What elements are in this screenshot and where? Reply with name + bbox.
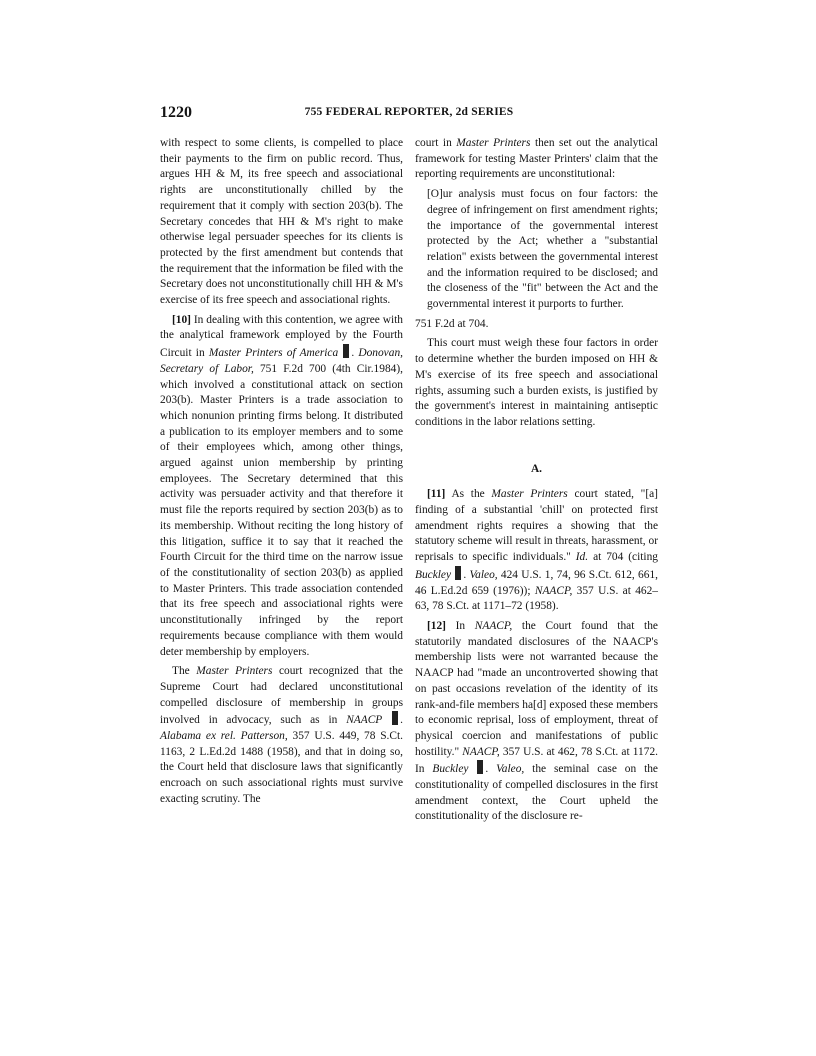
- case-name: Master Printers of America: [208, 347, 339, 360]
- case-name: Buckley: [415, 568, 452, 581]
- redaction-mark: [455, 566, 461, 580]
- case-name: NAACP,: [462, 745, 500, 758]
- redaction-mark: [392, 711, 398, 725]
- left-column: [160, 136, 403, 812]
- case-name: Master Printers: [196, 665, 273, 678]
- right-paragraph-3: [11] As the Master Printers court stated, "[a] finding of a substantial 'chill' on protected first amendment rights requires a showing that the statutory scheme will result in threats, harassment, or reprisals to specific individuals." Id. at 704 (citing Buckley . Valeo, 424 U.S. 1, 74, 96 S.Ct. 612, 661, 46 L.Ed.2d 659 (1976)); NAACP, 357 U.S. at 462–63, 78 S.Ct. at 1171–72 (1958).: [415, 488, 659, 613]
- left-paragraph-3: The Master Printers court recognized that the Supreme Court had declared unconstitutional compelled disclosure of membership in groups involved in advocacy, such as in NAACP . Alabama ex rel. Patterson, 357 U.S. 449, 78 S.Ct. 1163, 2 L.Ed.2d 1488 (1958), and that in doing so, the Court held that disclosure laws that significantly encroach on such associational rights must survive exacting scrutiny. The: [160, 665, 403, 805]
- case-name: Valeo,: [469, 568, 498, 581]
- page-number: 1220: [160, 104, 192, 121]
- id-citation: Id.: [575, 551, 589, 564]
- headnote-12: [12]: [427, 619, 446, 632]
- headnote-11: [11]: [427, 488, 446, 501]
- left-paragraph-1: with respect to some clients, is compelled to place their payments to the firm on public record. Thus, argues HH & M, its free speech and associational rights are unconstitutionally chilled by the requirement that it comply with section 203(b). The Secretary concedes that HH & M's right to make otherwise legal persuader speeches for its clients is protected by the first amendment but contends that the requirement that the information be filed with the Secretary does not unconstitutionally chill HH & M's exercise of its free speech and associational rights.: [160, 137, 403, 307]
- case-name: Master Printers: [456, 137, 531, 149]
- redaction-mark: [343, 344, 349, 358]
- right-column: [415, 136, 658, 829]
- case-name: NAACP: [346, 714, 383, 727]
- left-paragraph-2: [10] In dealing with this contention, we agree with the analytical framework employed by the Fourth Circuit in Master Printers of America . Donovan, Secretary of Labor, 751 F.2d 700 (4th Cir.1984), which involved a constitutional attack on section 203(b). Master Printers is a trade association to which nonunion printing firms belong. It distributed a publication to its employer members and to some of their employees which, among other things, argued against union membership by printing employees. The Secretary determined that this activity was persuader activity and that therefore it must file the reports required by section 203(b) as to its membership. Without reciting the long history of this litigation, suffice it to say that it reached the Fourth Circuit for the third time on the narrow issue of the constitutionality of section 203(b) as applied to Master Printers. This trade association contended that its free speech and associational rights were unconstitutionally infringed by the report requirements because compliance with them would deter membership by employers.: [160, 313, 403, 658]
- case-name: Master Printers: [491, 488, 568, 501]
- case-name: Valeo,: [496, 763, 525, 776]
- case-name: NAACP,: [474, 619, 513, 632]
- block-quote: [O]ur analysis must focus on four factors: the degree of infringement on first amendment rights; the importance of the governmental interest protected by the Act; whether a "substantial relation" exists between the governmental interest and the information required to be disclosed; and the closeness of the "fit" between the Act and the governmental interest it purports to further.: [427, 188, 658, 311]
- right-paragraph-4: [12] In NAACP, the Court found that the statutorily mandated disclosures of the NAACP's membership lists were not warranted because the NAACP had "made an uncontroverted showing that on past occasions revelation of the identity of its rank-and-file members ha[d] exposed these members to economic reprisal, loss of employment, threat of physical coercion and manifestations of public hostility." NAACP, 357 U.S. at 462, 78 S.Ct. at 1172. In Buckley . Valeo, the seminal case on the constitutionality of compelled disclosures in the first amendment context, the Court upheld the constitutionality of the disclosure re-: [415, 619, 658, 823]
- page-header: [160, 104, 658, 128]
- case-name: Donovan, Secretary of Labor,: [160, 347, 403, 375]
- quote-citation: 751 F.2d at 704.: [415, 317, 489, 330]
- section-heading: A.: [530, 462, 543, 475]
- case-name: NAACP,: [534, 584, 573, 597]
- right-paragraph-2: This court must weigh these four factors in order to determine whether the burden imposed on HH & M's exercise of its free speech and associational rights, assuming such a burden exists, is justified by the government's interest in maintaining antiseptic conditions in the labor relations setting.: [415, 337, 658, 428]
- case-name: Alabama ex rel. Patterson,: [160, 730, 288, 743]
- redaction-mark: [477, 760, 483, 774]
- case-name: Buckley: [432, 763, 469, 776]
- right-paragraph-1: court in Master Printers then set out the analytical framework for testing Master Printers' claim that the reporting requirements are unconstitutional:: [415, 137, 658, 181]
- running-head: 755 FEDERAL REPORTER, 2d SERIES: [304, 106, 514, 118]
- headnote-10: [10]: [172, 313, 191, 326]
